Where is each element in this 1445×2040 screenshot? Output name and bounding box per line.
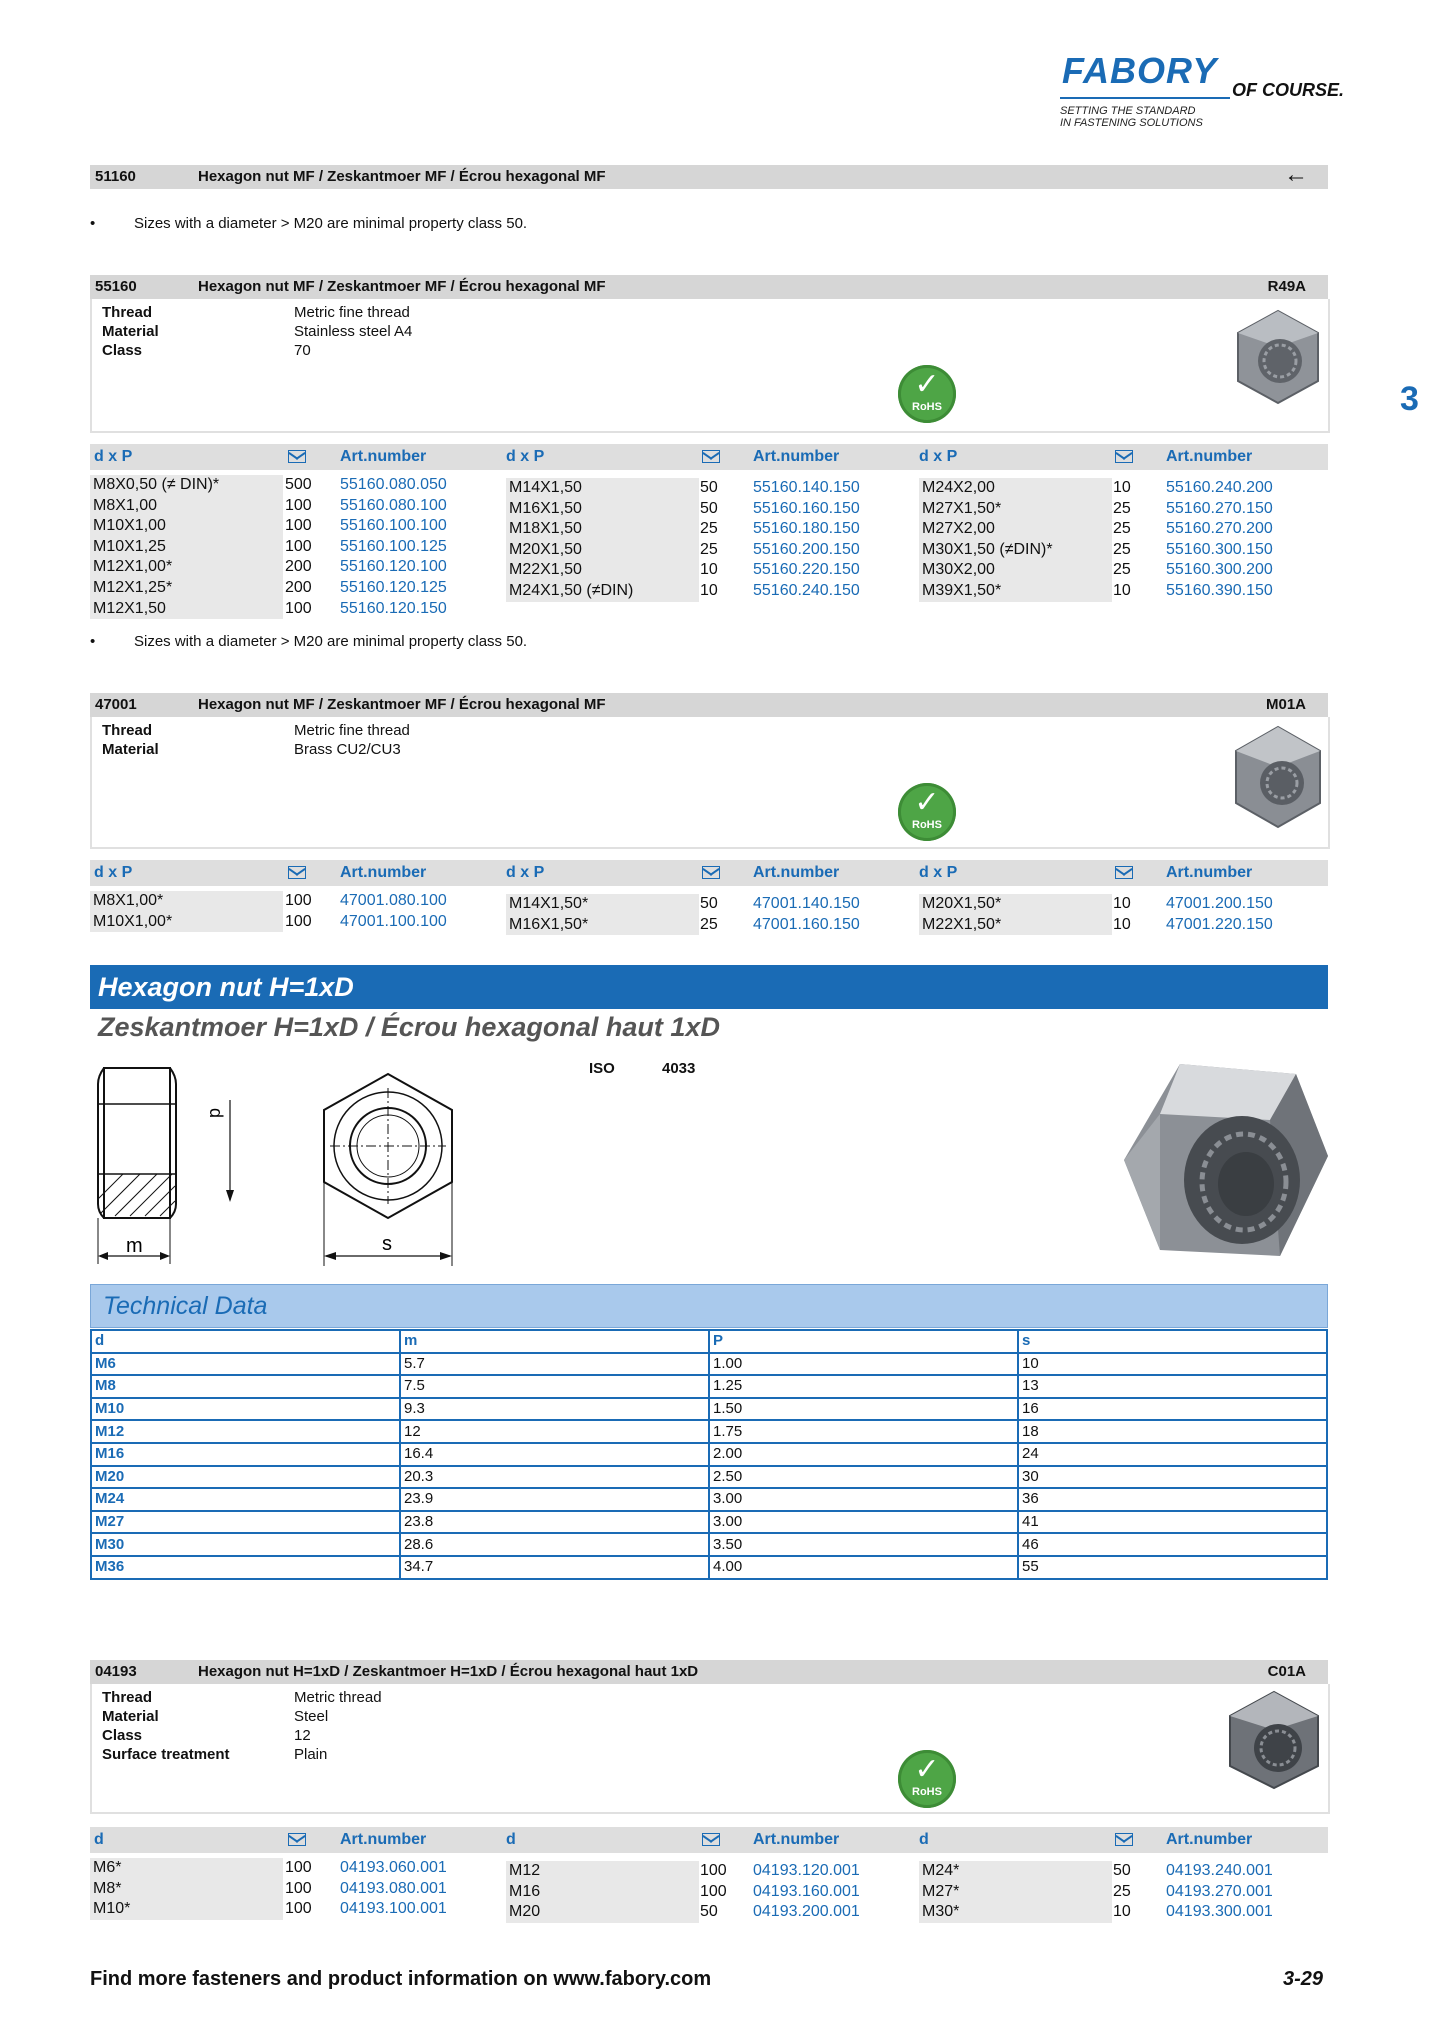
quantity-cell: 100 <box>700 1862 727 1879</box>
package-icon <box>702 450 720 463</box>
column-header: d <box>91 1330 400 1353</box>
column-dxp: d x P <box>919 448 958 465</box>
table-cell: 5.7 <box>400 1353 709 1376</box>
size-cell: M10X1,25 <box>90 537 283 558</box>
size-cell: M12X1,00* <box>90 557 283 578</box>
size-cell: M12 <box>506 1861 699 1882</box>
brand-tagline <box>1060 105 1203 129</box>
nut-render-icon <box>1120 1060 1332 1270</box>
property-value: Stainless steel A4 <box>294 323 413 340</box>
table-row <box>91 1353 1327 1376</box>
article-title: Hexagon nut MF / Zeskantmoer MF / Écrou hexagonal MF <box>198 696 606 713</box>
quantity-cell: 25 <box>700 540 718 558</box>
table-row <box>91 1420 1327 1443</box>
column-artnumber: Art.number <box>340 448 427 465</box>
quantity-cell: 200 <box>285 579 312 596</box>
article-number-link[interactable]: 04193.270.001 <box>1166 1882 1273 1900</box>
note-55160 <box>90 633 527 650</box>
footer-text: Find more fasteners and product information on www.fabory.com <box>90 1968 712 1990</box>
size-cell: M39X1,50* <box>919 581 1112 602</box>
quantity-cell: 25 <box>700 520 718 538</box>
property-key: Material <box>102 1708 159 1725</box>
size-cell: M12X1,25* <box>90 578 283 599</box>
product-table-header-04193 <box>90 1827 1328 1853</box>
article-title: Hexagon nut MF / Zeskantmoer MF / Écrou hexagonal MF <box>198 278 606 295</box>
column-artnumber: Art.number <box>1166 448 1253 465</box>
size-cell: M8X0,50 (≠ DIN)* <box>90 475 283 496</box>
property-value: Brass CU2/CU3 <box>294 741 401 758</box>
size-cell: M20X1,50 <box>506 540 699 561</box>
table-cell: 28.6 <box>400 1533 709 1556</box>
package-icon <box>702 1833 720 1846</box>
rohs-badge-icon: ✓ RoHS <box>898 1750 956 1808</box>
dim-label-d: d <box>206 1108 226 1119</box>
iso-number: 4033 <box>662 1060 696 1077</box>
size-cell: M27X1,50* <box>919 499 1112 520</box>
table-cell: 24 <box>1018 1443 1327 1466</box>
table-cell: 3.50 <box>709 1533 1018 1556</box>
article-code: 04193 <box>95 1663 137 1680</box>
table-cell: 16 <box>1018 1398 1327 1421</box>
article-number-link[interactable]: 47001.160.150 <box>753 915 860 933</box>
quantity-cell: 25 <box>1113 1882 1131 1900</box>
quantity-cell: 25 <box>1113 520 1131 538</box>
quantity-cell: 10 <box>700 582 718 599</box>
quantity-cell: 10 <box>700 561 718 579</box>
page-number: 3-29 <box>1283 1968 1324 1990</box>
nut-photo-icon <box>1222 1688 1326 1792</box>
property-value: Steel <box>294 1708 329 1725</box>
quantity-cell: 100 <box>285 912 312 930</box>
property-value: 70 <box>294 342 311 359</box>
quantity-cell: 25 <box>700 915 718 933</box>
table-cell: 13 <box>1018 1375 1327 1398</box>
quantity-cell: 100 <box>285 517 312 535</box>
table-cell: M16 <box>91 1443 400 1466</box>
size-cell: M24X1,50 (≠DIN) <box>506 581 699 602</box>
quantity-cell: 10 <box>1113 582 1131 599</box>
rohs-badge-icon: ✓ RoHS <box>898 365 956 423</box>
size-cell: M22X1,50* <box>919 915 1112 936</box>
article-title: Hexagon nut MF / Zeskantmoer MF / Écrou hexagonal MF <box>198 168 606 185</box>
size-cell: M22X1,50 <box>506 560 699 581</box>
table-header-row <box>91 1330 1327 1353</box>
column-dxp: d x P <box>94 864 133 881</box>
column-artnumber: Art.number <box>753 864 840 881</box>
package-icon <box>1115 866 1133 879</box>
table-cell: 12 <box>400 1420 709 1443</box>
table-row <box>91 1533 1327 1556</box>
size-cell: M10X1,00* <box>90 912 283 933</box>
quantity-cell: 50 <box>700 1903 718 1921</box>
table-cell: 3.00 <box>709 1511 1018 1534</box>
dim-label-m: m <box>126 1235 143 1257</box>
table-cell: 1.00 <box>709 1353 1018 1376</box>
article-code: 47001 <box>95 696 137 713</box>
quantity-cell: 100 <box>285 1879 312 1897</box>
size-cell: M24* <box>919 1861 1112 1882</box>
package-icon <box>1115 450 1133 463</box>
table-row <box>91 1488 1327 1511</box>
quantity-cell: 50 <box>700 479 718 496</box>
table-row <box>91 1556 1327 1579</box>
grade-code: R49A <box>1267 278 1306 295</box>
table-cell: M27 <box>91 1511 400 1534</box>
chapter-number: 3 <box>1400 380 1419 418</box>
package-icon <box>288 1833 306 1846</box>
article-number-link[interactable]: 55160.270.200 <box>1166 520 1273 538</box>
technical-data-header: Technical Data <box>90 1284 1328 1328</box>
size-cell: M18X1,50 <box>506 519 699 540</box>
article-number-link[interactable]: 55160.240.200 <box>1166 479 1273 496</box>
table-cell: 9.3 <box>400 1398 709 1421</box>
quantity-cell: 100 <box>285 892 312 909</box>
d-dimension <box>200 1090 240 1210</box>
article-code: 51160 <box>95 168 136 185</box>
table-cell: M12 <box>91 1420 400 1443</box>
brand-suffix: OF COURSE. <box>1232 80 1345 100</box>
section-header-55160 <box>90 275 1328 299</box>
size-cell: M30* <box>919 1902 1112 1923</box>
table-cell: 30 <box>1018 1466 1327 1489</box>
table-cell: 1.75 <box>709 1420 1018 1443</box>
quantity-cell: 10 <box>1113 1903 1131 1921</box>
side-view-drawing <box>90 1064 180 1274</box>
back-arrow-icon[interactable]: ← <box>1284 161 1308 188</box>
grade-code: M01A <box>1265 696 1306 713</box>
table-cell: 36 <box>1018 1488 1327 1511</box>
table-cell: 41 <box>1018 1511 1327 1534</box>
table-cell: 23.9 <box>400 1488 709 1511</box>
dim-label-s: s <box>382 1233 392 1255</box>
table-cell: M6 <box>91 1353 400 1376</box>
size-cell: M24X2,00 <box>919 478 1112 499</box>
property-key: Surface treatment <box>102 1746 230 1763</box>
table-cell: M20 <box>91 1466 400 1489</box>
article-number-link[interactable]: 55160.120.125 <box>340 579 447 596</box>
table-row <box>91 1511 1327 1534</box>
section-header-47001 <box>90 693 1328 717</box>
note-text: Sizes with a diameter > M20 are minimal property class 50. <box>134 633 528 650</box>
size-cell: M16X1,50 <box>506 499 699 520</box>
section-header-51160 <box>90 161 1328 189</box>
iso-label: ISO <box>589 1060 615 1077</box>
article-number-link[interactable]: 04193.060.001 <box>340 1859 447 1876</box>
property-value: 12 <box>294 1727 311 1744</box>
section-subtitle: Zeskantmoer H=1xD / Écrou hexagonal haut 1xD <box>98 1012 720 1042</box>
article-number-link[interactable]: 55160.080.050 <box>340 476 447 493</box>
table-cell: M36 <box>91 1556 400 1579</box>
article-number-link[interactable]: 55160.160.150 <box>753 499 860 517</box>
property-key: Thread <box>102 1689 153 1706</box>
article-number-link[interactable]: 47001.080.100 <box>340 892 447 909</box>
article-number-link[interactable]: 55160.300.200 <box>1166 561 1273 579</box>
property-value: Plain <box>294 1746 328 1763</box>
tagline-line-1: SETTING THE STANDARD <box>1060 105 1196 117</box>
column-dxp: d x P <box>506 864 545 881</box>
article-number-link[interactable]: 04193.300.001 <box>1166 1903 1273 1921</box>
table-cell: 34.7 <box>400 1556 709 1579</box>
quantity-cell: 100 <box>700 1882 727 1900</box>
table-row <box>91 1443 1327 1466</box>
technical-data-table <box>90 1329 1328 1580</box>
table-row <box>91 1466 1327 1489</box>
article-number-link[interactable]: 55160.080.100 <box>340 496 447 514</box>
column-d: d <box>506 1831 516 1848</box>
article-number-link[interactable]: 55160.100.100 <box>340 517 447 535</box>
quantity-cell: 200 <box>285 558 312 576</box>
column-artnumber: Art.number <box>340 1831 427 1848</box>
article-number-link[interactable]: 04193.100.001 <box>340 1900 447 1918</box>
property-value: Metric thread <box>294 1689 382 1706</box>
property-key: Class <box>102 342 143 359</box>
quantity-cell: 100 <box>285 599 312 617</box>
article-number-link[interactable]: 04193.120.001 <box>753 1862 860 1879</box>
size-cell: M14X1,50 <box>506 478 699 499</box>
table-cell: M30 <box>91 1533 400 1556</box>
quantity-cell: 10 <box>1113 915 1131 933</box>
column-d: d <box>919 1831 929 1848</box>
nut-photo-icon <box>1228 723 1328 831</box>
size-cell: M6* <box>90 1858 283 1879</box>
quantity-cell: 500 <box>285 476 312 493</box>
column-header: P <box>709 1330 1018 1353</box>
table-cell: 16.4 <box>400 1443 709 1466</box>
table-cell: 10 <box>1018 1353 1327 1376</box>
quantity-cell: 10 <box>1113 895 1131 912</box>
top-view-drawing <box>316 1070 466 1270</box>
table-cell: M10 <box>91 1398 400 1421</box>
article-code: 55160 <box>95 278 137 295</box>
table-cell: 2.50 <box>709 1466 1018 1489</box>
quantity-cell: 100 <box>285 496 312 514</box>
size-cell: M10* <box>90 1899 283 1920</box>
product-table-header-47001 <box>90 860 1328 886</box>
column-header: m <box>400 1330 709 1353</box>
properties-box-55160 <box>90 299 1330 433</box>
property-key: Material <box>102 323 159 340</box>
rohs-badge-icon: ✓ RoHS <box>898 783 956 841</box>
note-51160 <box>90 215 527 232</box>
size-cell: M27X2,00 <box>919 519 1112 540</box>
quantity-cell: 50 <box>1113 1862 1131 1879</box>
section-header-04193 <box>90 1660 1328 1684</box>
article-number-link[interactable]: 47001.200.150 <box>1166 895 1273 912</box>
brand-logo: FABORY <box>1062 50 1218 91</box>
article-number-link[interactable]: 55160.120.150 <box>340 599 447 617</box>
article-number-link[interactable]: 55160.240.150 <box>753 582 860 599</box>
size-cell: M8* <box>90 1879 283 1900</box>
size-cell: M16X1,50* <box>506 915 699 936</box>
column-artnumber: Art.number <box>1166 1831 1253 1848</box>
bullet-icon: • <box>90 633 96 650</box>
table-cell: 1.25 <box>709 1375 1018 1398</box>
grade-code: C01A <box>1267 1663 1306 1680</box>
properties-box-47001 <box>90 717 1330 849</box>
property-value: Metric fine thread <box>294 304 410 321</box>
table-cell: 18 <box>1018 1420 1327 1443</box>
article-number-link[interactable]: 55160.300.150 <box>1166 540 1273 558</box>
table-cell: 55 <box>1018 1556 1327 1579</box>
quantity-cell: 25 <box>1113 540 1131 558</box>
quantity-cell: 100 <box>285 537 312 555</box>
column-artnumber: Art.number <box>753 1831 840 1848</box>
column-d: d <box>94 1831 104 1848</box>
column-dxp: d x P <box>919 864 958 881</box>
table-cell: M8 <box>91 1375 400 1398</box>
article-number-link[interactable]: 55160.120.100 <box>340 558 447 576</box>
size-cell: M30X1,50 (≠DIN)* <box>919 540 1112 561</box>
article-number-link[interactable]: 47001.140.150 <box>753 895 860 912</box>
size-cell: M16 <box>506 1882 699 1903</box>
product-table-header-55160 <box>90 444 1328 470</box>
package-icon <box>288 866 306 879</box>
note-text: Sizes with a diameter > M20 are minimal property class 50. <box>134 215 528 232</box>
quantity-cell: 50 <box>700 499 718 517</box>
section-title: Hexagon nut H=1xD <box>90 965 1328 1009</box>
column-artnumber: Art.number <box>340 864 427 881</box>
size-cell: M8X1,00* <box>90 891 283 912</box>
table-cell: 4.00 <box>709 1556 1018 1579</box>
article-number-link[interactable]: 04193.080.001 <box>340 1879 447 1897</box>
table-cell: 46 <box>1018 1533 1327 1556</box>
article-number-link[interactable]: 55160.390.150 <box>1166 582 1273 599</box>
properties-box-04193 <box>90 1684 1330 1814</box>
article-number-link[interactable]: 47001.220.150 <box>1166 915 1273 933</box>
quantity-cell: 100 <box>285 1900 312 1918</box>
size-cell: M30X2,00 <box>919 560 1112 581</box>
table-cell: 7.5 <box>400 1375 709 1398</box>
article-title: Hexagon nut H=1xD / Zeskantmoer H=1xD / Écrou hexagonal haut 1xD <box>198 1663 699 1680</box>
size-cell: M27* <box>919 1882 1112 1903</box>
property-value: Metric fine thread <box>294 722 410 739</box>
tagline-line-2: IN FASTENING SOLUTIONS <box>1060 117 1203 129</box>
quantity-cell: 50 <box>700 895 718 912</box>
column-artnumber: Art.number <box>753 448 840 465</box>
table-cell: M24 <box>91 1488 400 1511</box>
quantity-cell: 10 <box>1113 479 1131 496</box>
property-key: Thread <box>102 304 153 321</box>
table-cell: 1.50 <box>709 1398 1018 1421</box>
property-key: Class <box>102 1727 143 1744</box>
package-icon <box>702 866 720 879</box>
table-cell: 23.8 <box>400 1511 709 1534</box>
table-cell: 20.3 <box>400 1466 709 1489</box>
property-key: Material <box>102 741 159 758</box>
size-cell: M8X1,00 <box>90 496 283 517</box>
article-number-link[interactable]: 55160.220.150 <box>753 561 860 579</box>
column-dxp: d x P <box>94 448 133 465</box>
table-cell: 2.00 <box>709 1443 1018 1466</box>
column-header: s <box>1018 1330 1327 1353</box>
logo-underline <box>1060 97 1230 99</box>
article-number-link[interactable]: 55160.140.150 <box>753 479 860 496</box>
table-row <box>91 1375 1327 1398</box>
package-icon <box>288 450 306 463</box>
property-key: Thread <box>102 722 153 739</box>
article-number-link[interactable]: 55160.100.125 <box>340 537 447 555</box>
size-cell: M20X1,50* <box>919 894 1112 915</box>
quantity-cell: 100 <box>285 1859 312 1876</box>
article-number-link[interactable]: 47001.100.100 <box>340 912 447 930</box>
size-cell: M20 <box>506 1902 699 1923</box>
column-artnumber: Art.number <box>1166 864 1253 881</box>
package-icon <box>1115 1833 1133 1846</box>
quantity-cell: 25 <box>1113 561 1131 579</box>
article-number-link[interactable]: 55160.180.150 <box>753 520 860 538</box>
bullet-icon: • <box>90 215 96 232</box>
table-cell: 3.00 <box>709 1488 1018 1511</box>
article-number-link[interactable]: 55160.270.150 <box>1166 499 1273 517</box>
size-cell: M10X1,00 <box>90 516 283 537</box>
table-row <box>91 1398 1327 1421</box>
size-cell: M12X1,50 <box>90 599 283 620</box>
article-number-link[interactable]: 04193.160.001 <box>753 1882 860 1900</box>
article-number-link[interactable]: 04193.240.001 <box>1166 1862 1273 1879</box>
nut-photo-icon <box>1228 307 1328 407</box>
quantity-cell: 25 <box>1113 499 1131 517</box>
article-number-link[interactable]: 55160.200.150 <box>753 540 860 558</box>
column-dxp: d x P <box>506 448 545 465</box>
article-number-link[interactable]: 04193.200.001 <box>753 1903 860 1921</box>
size-cell: M14X1,50* <box>506 894 699 915</box>
